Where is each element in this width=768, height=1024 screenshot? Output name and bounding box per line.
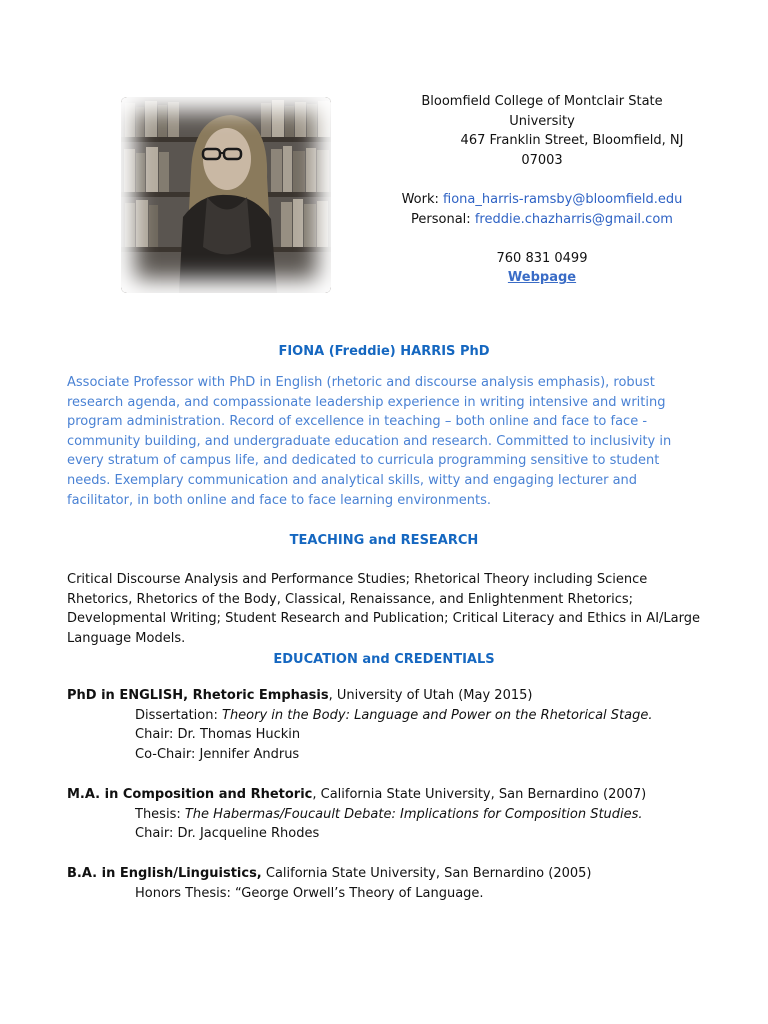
webpage-link[interactable]: Webpage bbox=[507, 270, 577, 286]
degree-line bbox=[67, 785, 707, 805]
spacer bbox=[392, 170, 692, 190]
honors-thesis-line: Honors Thesis: “George Orwell’s Theory of Language. bbox=[135, 885, 484, 901]
dissertation-title: Theory in the Body: Language and Power on the Rhetorical Stage. bbox=[222, 707, 653, 723]
teaching-research-body: Critical Discourse Analysis and Performance Studies; Rhetorical Theory including Science Rhetorics, Rhetorics of the Body, Classical, Renaissance, and Enlightenment Rhetorics; Developmental Writing; Student Research and Publication; Critical Literacy and Ethics in AI/Large Language Models. bbox=[67, 572, 700, 646]
dissertation-label: Dissertation: bbox=[135, 707, 222, 723]
education-entry-phd bbox=[67, 686, 707, 764]
degree-title: M.A. in Composition and Rhetoric bbox=[67, 787, 313, 802]
work-label: Work: bbox=[401, 191, 439, 207]
degree-line bbox=[67, 686, 707, 706]
chair-line: Chair: Dr. Jacqueline Rhodes bbox=[135, 826, 320, 842]
degree-school: , California State University, San Bernardino (2007) bbox=[312, 787, 647, 802]
degree-line bbox=[67, 864, 707, 884]
profile-summary: Associate Professor with PhD in English (rhetoric and discourse analysis emphasis), robust research agenda, and compassionate leadership experience in writing intensive and writing program administration. Record of excellence in teaching – both online and face to face - community building, and undergraduate education and research. Committed to inclusivity in every stratum of campus life, and dedicated to curricula programming sensitive to student needs. Exemplary communication and analytical skills, witty and engaging lecturer and facilitator, in both online and face to face learning environments. bbox=[67, 375, 672, 508]
thesis-title: The Habermas/Foucault Debate: Implications for Composition Studies. bbox=[184, 806, 643, 822]
phone-number: 760 831 0499 bbox=[496, 250, 588, 266]
cochair-line: Co-Chair: Jennifer Andrus bbox=[135, 746, 300, 762]
work-email-link[interactable]: fiona_harris-ramsby@bloomfield.edu bbox=[443, 191, 683, 207]
chair-line: Chair: Dr. Thomas Huckin bbox=[135, 727, 301, 743]
contact-block bbox=[392, 92, 692, 288]
degree-school: California State University, San Bernardino (2005) bbox=[261, 866, 592, 881]
education-entry-ma bbox=[67, 785, 707, 844]
education-entry-ba bbox=[67, 864, 707, 903]
personal-label: Personal: bbox=[411, 211, 471, 227]
degree-title: PhD in ENGLISH, Rhetoric Emphasis bbox=[67, 688, 329, 703]
work-email-line bbox=[392, 190, 692, 210]
institution-line-2: University bbox=[509, 113, 575, 129]
education-heading: EDUCATION and CREDENTIALS bbox=[273, 652, 495, 667]
personal-email-link[interactable]: freddie.chazharris@gmail.com bbox=[474, 211, 673, 227]
profile-photo-image bbox=[121, 97, 331, 293]
thesis-label: Thesis: bbox=[135, 806, 185, 822]
webpage-line bbox=[392, 268, 692, 288]
street-line-2: 07003 bbox=[521, 152, 563, 168]
dissertation-line bbox=[67, 706, 707, 726]
profile-photo bbox=[121, 97, 331, 293]
degree-title: B.A. in English/Linguistics, bbox=[67, 866, 262, 881]
spacer bbox=[392, 229, 692, 249]
teaching-heading: TEACHING and RESEARCH bbox=[289, 533, 479, 548]
name-heading: FIONA (Freddie) HARRIS PhD bbox=[278, 344, 490, 359]
degree-school: , University of Utah (May 2015) bbox=[328, 688, 533, 703]
personal-email-line bbox=[392, 210, 692, 230]
street-line-1: 467 Franklin Street, Bloomfield, NJ bbox=[460, 133, 684, 149]
institution-line-1: Bloomfield College of Montclair State bbox=[421, 94, 663, 109]
thesis-line bbox=[67, 805, 707, 825]
